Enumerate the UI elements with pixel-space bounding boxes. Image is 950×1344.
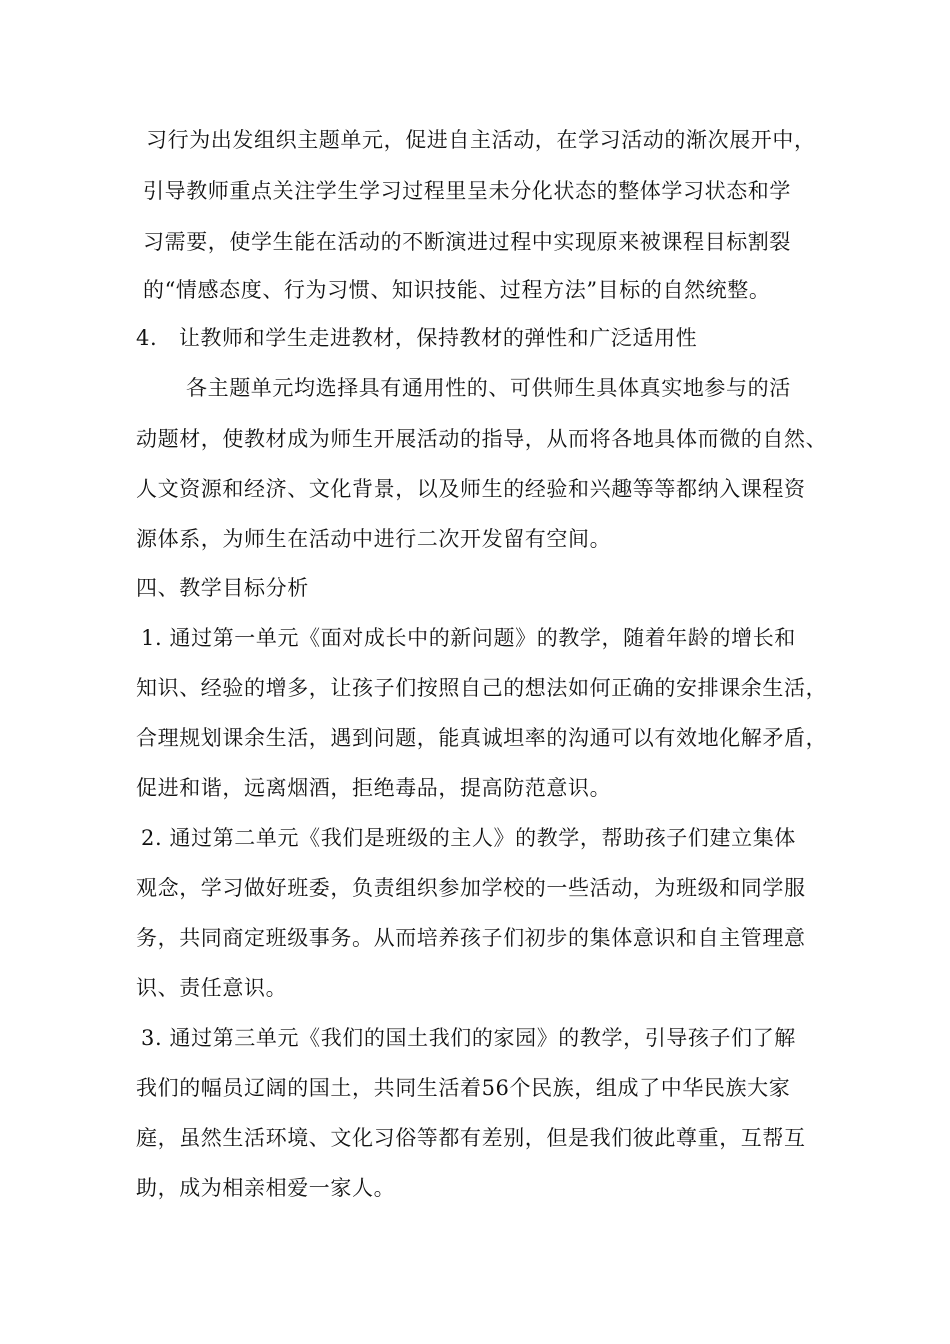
paragraph-line-6: 动题材，使教材成为师生开展活动的指导，从而将各地具体而微的自然、 — [136, 427, 828, 451]
goal-1-line-4: 促进和谐，远离烟酒，拒绝毒品，提高防范意识。 — [136, 776, 612, 800]
paragraph-line-5: 各主题单元均选择具有通用性的、可供师生具体真实地参与的活 — [186, 376, 791, 400]
goal-3-line-4: 助，成为相亲相爱一家人。 — [136, 1176, 396, 1200]
goal-2-line-4: 识、责任意识。 — [136, 976, 288, 1000]
goal-3-line-1: 3. 通过第三单元《我们的国土我们的家园》的教学，引导孩子们了解 — [141, 1026, 796, 1050]
paragraph-line-8: 源体系，为师生在活动中进行二次开发留有空间。 — [136, 527, 612, 551]
goal-1-line-1: 1. 通过第一单元《面对成长中的新问题》的教学，随着年龄的增长和 — [141, 626, 796, 650]
goal-1-line-2: 知识、经验的增多，让孩子们按照自己的想法如何正确的安排课余生活， — [136, 676, 828, 700]
paragraph-line-3: 习需要，使学生能在活动的不断演进过程中实现原来被课程目标割裂 — [143, 230, 791, 254]
goal-2-line-1: 2. 通过第二单元《我们是班级的主人》的教学，帮助孩子们建立集体 — [141, 826, 796, 850]
goal-1-line-3: 合理规划课余生活，遇到问题，能真诚坦率的沟通可以有效地化解矛盾， — [136, 726, 828, 750]
section-heading-4: 4. 让教师和学生走进教材，保持教材的弹性和广泛适用性 — [136, 326, 698, 350]
section-heading-teaching-goals: 四、教学目标分析 — [136, 576, 309, 600]
goal-3-line-3: 庭，虽然生活环境、文化习俗等都有差别，但是我们彼此尊重，互帮互 — [136, 1126, 806, 1150]
goal-2-line-2: 观念，学习做好班委，负责组织参加学校的一些活动，为班级和同学服 — [136, 876, 806, 900]
paragraph-line-2: 引导教师重点关注学生学习过程里呈未分化状态的整体学习状态和学 — [143, 179, 791, 203]
paragraph-line-4: 的“情感态度、行为习惯、知识技能、过程方法”目标的自然统整。 — [143, 278, 771, 302]
goal-3-line-2: 我们的幅员辽阔的国土，共同生活着56个民族，组成了中华民族大家 — [136, 1076, 791, 1100]
paragraph-line-1: 习行为出发组织主题单元，促进自主活动，在学习活动的渐次展开中， — [146, 128, 816, 152]
paragraph-line-7: 人文资源和经济、文化背景，以及师生的经验和兴趣等等都纳入课程资 — [136, 477, 806, 501]
goal-2-line-3: 务，共同商定班级事务。从而培养孩子们初步的集体意识和自主管理意 — [136, 926, 806, 950]
